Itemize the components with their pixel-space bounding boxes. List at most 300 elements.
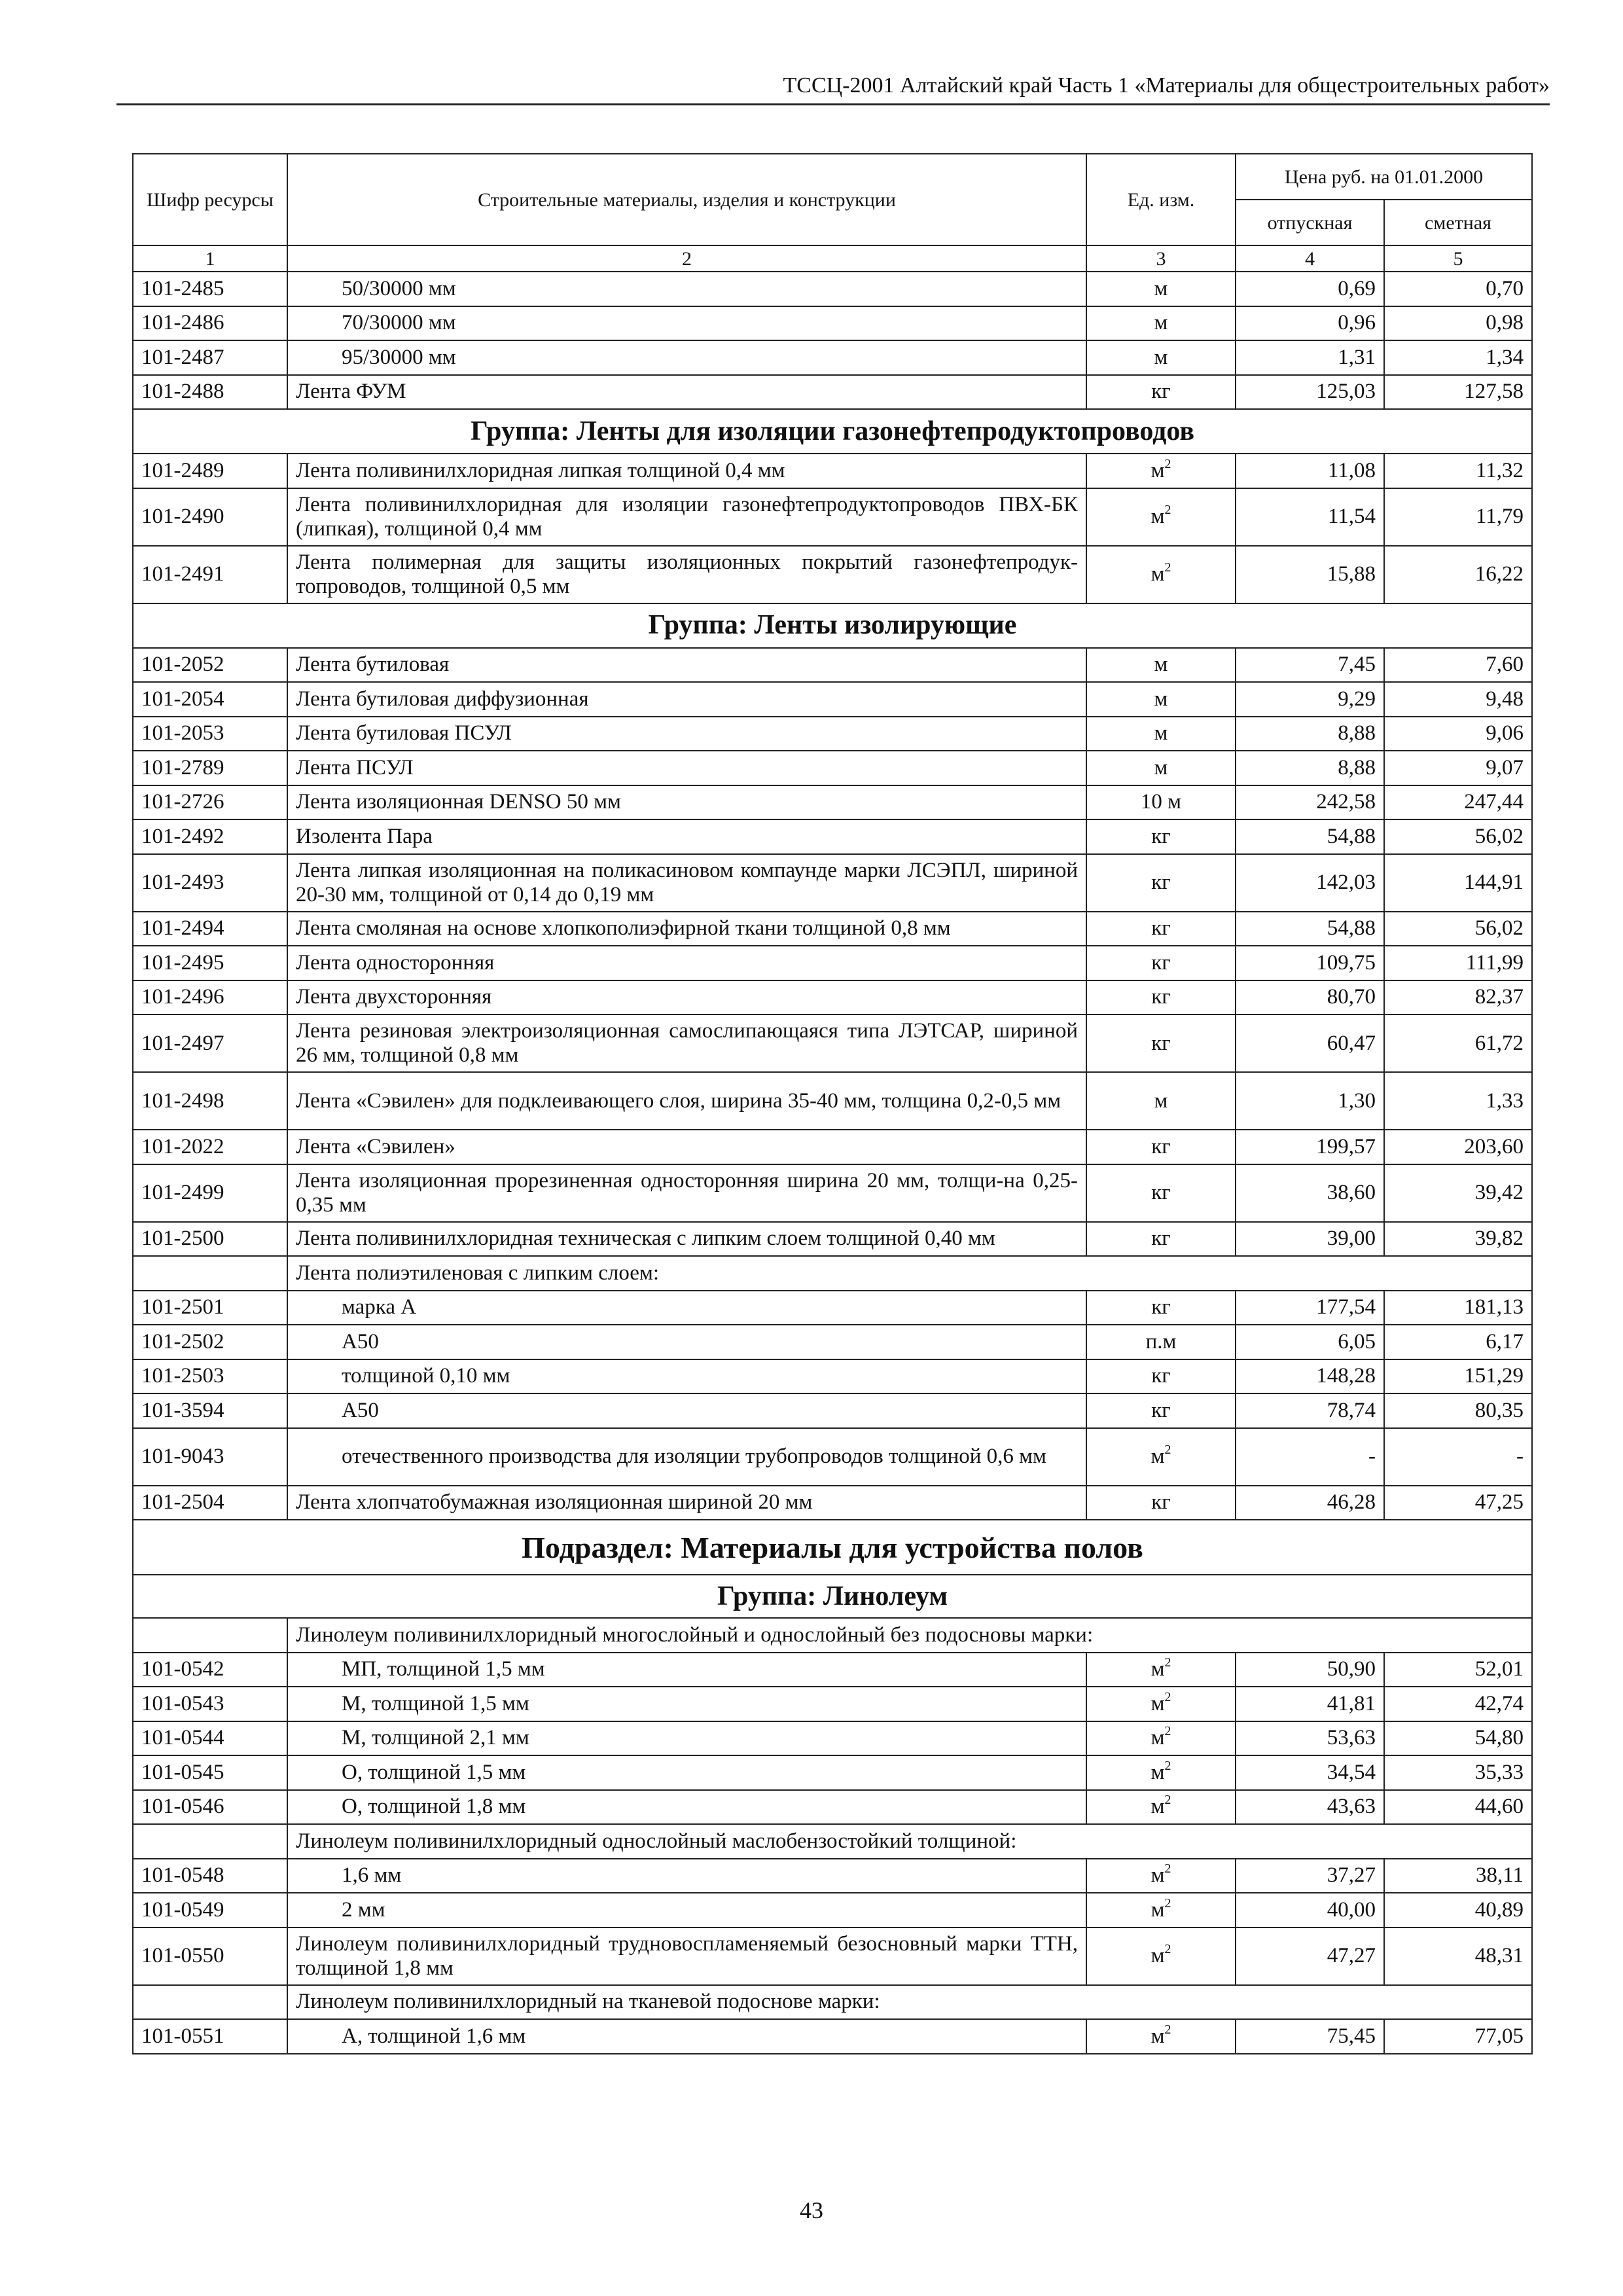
release-price: 0,96	[1236, 306, 1384, 341]
table-row	[133, 1072, 1532, 1130]
material-name: Лента «Сэвилен»	[287, 1130, 1086, 1164]
unit-cell	[1086, 912, 1236, 946]
table-row	[133, 1486, 1532, 1520]
unit: м	[1150, 1691, 1165, 1715]
estimate-price: 144,91	[1384, 854, 1532, 912]
table-row	[133, 1893, 1532, 1928]
unit-cell	[1086, 306, 1236, 341]
table-row	[133, 1014, 1532, 1072]
unit-cell	[1086, 1359, 1236, 1394]
code-cell-empty	[133, 1256, 287, 1291]
material-name: Лента бутиловая диффузионная	[287, 682, 1086, 717]
caption-text: Линолеум поливинилхлоридный однослойный маслобензостойкий толщиной:	[287, 1824, 1532, 1859]
subsection-heading: Подраздел: Материалы для устройства полов	[133, 1520, 1532, 1575]
unit: м	[1154, 1088, 1168, 1113]
estimate-price: 16,22	[1384, 546, 1532, 603]
estimate-price: 6,17	[1384, 1325, 1532, 1359]
material-name: М, толщиной 1,5 мм	[287, 1687, 1086, 1721]
header-rule	[116, 103, 1550, 105]
material-name: Лента смоляная на основе хлопкополиэфирной ткани толщиной 0,8 мм	[287, 912, 1086, 946]
table-header	[133, 154, 1532, 272]
unit-cell	[1086, 682, 1236, 717]
release-price: -	[1236, 1428, 1384, 1486]
material-name: толщиной 0,10 мм	[287, 1359, 1086, 1394]
unit-cell	[1086, 1291, 1236, 1325]
caption-text: Линолеум поливинилхлоридный на тканевой подоснове марки:	[287, 1985, 1532, 2020]
estimate-price: 42,74	[1384, 1687, 1532, 1721]
unit: кг	[1151, 1364, 1171, 1388]
unit-cell	[1086, 1928, 1236, 1985]
release-price: 40,00	[1236, 1893, 1384, 1928]
release-price: 39,00	[1236, 1222, 1384, 1257]
material-name: Линолеум поливинилхлоридный трудновоспламеняемый безосновный марки ТТН, толщиной 1,8 мм	[287, 1928, 1086, 1985]
unit-exponent: 2	[1164, 1689, 1171, 1704]
unit-cell	[1086, 1486, 1236, 1520]
estimate-price: 44,60	[1384, 1790, 1532, 1825]
resource-code: 101-2491	[133, 546, 287, 603]
release-price: 0,69	[1236, 272, 1384, 306]
resource-code: 101-2022	[133, 1130, 287, 1164]
estimate-price: 151,29	[1384, 1359, 1532, 1394]
resource-code: 101-2487	[133, 340, 287, 375]
column-number: 1	[133, 245, 287, 272]
table-row	[133, 946, 1532, 980]
resource-code: 101-3594	[133, 1393, 287, 1428]
table-row	[133, 546, 1532, 603]
column-number: 4	[1236, 245, 1384, 272]
material-name: МП, толщиной 1,5 мм	[287, 1653, 1086, 1687]
unit: п.м	[1145, 1329, 1177, 1354]
release-price: 41,81	[1236, 1687, 1384, 1721]
resource-code: 101-2485	[133, 272, 287, 306]
unit-cell	[1086, 454, 1236, 488]
release-price: 7,45	[1236, 648, 1384, 683]
unit-cell	[1086, 1893, 1236, 1928]
unit-cell	[1086, 785, 1236, 820]
table-row	[133, 717, 1532, 751]
unit: м	[1150, 1760, 1165, 1784]
unit-cell	[1086, 546, 1236, 603]
release-price: 11,54	[1236, 488, 1384, 546]
unit-exponent: 2	[1164, 456, 1171, 471]
estimate-price: 203,60	[1384, 1130, 1532, 1164]
resource-code: 101-0550	[133, 1928, 287, 1985]
table-row	[133, 306, 1532, 341]
estimate-price: 9,07	[1384, 751, 1532, 785]
unit-cell	[1086, 1859, 1236, 1893]
material-name: 50/30000 мм	[287, 272, 1086, 306]
material-name: Лента изоляционная DENSO 50 мм	[287, 785, 1086, 820]
group-heading: Группа: Ленты изолирующие	[133, 603, 1532, 648]
estimate-price: 111,99	[1384, 946, 1532, 980]
unit: кг	[1151, 985, 1171, 1009]
table-row	[133, 1222, 1532, 1257]
estimate-price: 38,11	[1384, 1859, 1532, 1893]
table-row	[133, 854, 1532, 912]
release-price: 9,29	[1236, 682, 1384, 717]
release-price: 199,57	[1236, 1130, 1384, 1164]
code-column-header: Шифр ресурсы	[133, 154, 287, 245]
resource-code: 101-2493	[133, 854, 287, 912]
unit: кг	[1151, 950, 1171, 975]
release-price: 15,88	[1236, 546, 1384, 603]
estimate-price: 47,25	[1384, 1486, 1532, 1520]
resource-code: 101-2499	[133, 1164, 287, 1222]
material-name: Лента поливинилхлоридная липкая толщиной 0,4 мм	[287, 454, 1086, 488]
unit: кг	[1151, 1134, 1171, 1158]
caption-row	[133, 1824, 1532, 1859]
unit: м	[1154, 345, 1168, 369]
estimate-price: 39,42	[1384, 1164, 1532, 1222]
resource-code: 101-2502	[133, 1325, 287, 1359]
table-row	[133, 1428, 1532, 1486]
page-header: ТССЦ-2001 Алтайский край Часть 1 «Материалы для общестроительных работ»	[783, 73, 1550, 98]
resource-code: 101-0551	[133, 2019, 287, 2054]
unit-cell	[1086, 1653, 1236, 1687]
unit: м	[1154, 653, 1168, 677]
unit-cell	[1086, 1393, 1236, 1428]
table-row	[133, 1130, 1532, 1164]
column-number: 2	[287, 245, 1086, 272]
price-table	[132, 153, 1533, 2054]
unit-cell	[1086, 1790, 1236, 1825]
release-price: 43,63	[1236, 1790, 1384, 1825]
table-row	[133, 2019, 1532, 2054]
resource-code: 101-2494	[133, 912, 287, 946]
resource-code: 101-2789	[133, 751, 287, 785]
unit: м	[1150, 458, 1165, 482]
resource-code: 101-2497	[133, 1014, 287, 1072]
release-price: 38,60	[1236, 1164, 1384, 1222]
resource-code: 101-2486	[133, 306, 287, 341]
table-row	[133, 1359, 1532, 1394]
material-name: А50	[287, 1393, 1086, 1428]
column-number: 3	[1086, 245, 1236, 272]
unit: м	[1150, 1897, 1165, 1922]
release-price: 54,88	[1236, 819, 1384, 854]
resource-code: 101-2492	[133, 819, 287, 854]
estimate-price: 0,70	[1384, 272, 1532, 306]
release-price: 142,03	[1236, 854, 1384, 912]
caption-row	[133, 1985, 1532, 2020]
unit-cell	[1086, 1428, 1236, 1486]
resource-code: 101-0542	[133, 1653, 287, 1687]
unit: м	[1150, 1795, 1165, 1819]
unit-cell	[1086, 2019, 1236, 2054]
release-price: 50,90	[1236, 1653, 1384, 1687]
material-name: Лента поливинилхлоридная для изоляции газонефтепродуктопроводов ПВХ-БК (липкая), толщиной 0,4 мм	[287, 488, 1086, 546]
unit-cell	[1086, 1130, 1236, 1164]
release-price: 53,63	[1236, 1721, 1384, 1756]
resource-code: 101-2503	[133, 1359, 287, 1394]
caption-text: Линолеум поливинилхлоридный многослойный и однослойный без подосновы марки:	[287, 1618, 1532, 1653]
unit-cell	[1086, 340, 1236, 375]
unit: кг	[1151, 1490, 1171, 1515]
unit-cell	[1086, 1687, 1236, 1721]
table-row	[133, 340, 1532, 375]
unit-cell	[1086, 751, 1236, 785]
resource-code: 101-2501	[133, 1291, 287, 1325]
unit-exponent: 2	[1164, 2022, 1171, 2037]
table-row	[133, 488, 1532, 546]
group-heading-row	[133, 409, 1532, 454]
resource-code: 101-2488	[133, 375, 287, 410]
table-row	[133, 819, 1532, 854]
table-row	[133, 1687, 1532, 1721]
unit-cell	[1086, 1072, 1236, 1130]
unit: кг	[1151, 1295, 1171, 1319]
unit-exponent: 2	[1164, 1443, 1171, 1458]
group-heading: Группа: Ленты для изоляции газонефтепродуктопроводов	[133, 409, 1532, 454]
unit-exponent: 2	[1164, 1861, 1171, 1876]
table-row	[133, 1653, 1532, 1687]
group-heading: Группа: Линолеум	[133, 1575, 1532, 1618]
unit-exponent: 2	[1164, 1758, 1171, 1773]
release-price: 242,58	[1236, 785, 1384, 820]
name-column-header: Строительные материалы, изделия и конструкции	[287, 154, 1086, 245]
estimate-price: 48,31	[1384, 1928, 1532, 1985]
unit-exponent: 2	[1164, 1655, 1171, 1670]
resource-code: 101-0543	[133, 1687, 287, 1721]
estimate-price: 1,33	[1384, 1072, 1532, 1130]
column-number: 5	[1384, 245, 1532, 272]
release-price: 78,74	[1236, 1393, 1384, 1428]
unit-cell	[1086, 1014, 1236, 1072]
release-price: 34,54	[1236, 1755, 1384, 1790]
unit: м	[1150, 2024, 1165, 2048]
unit: м	[1150, 1726, 1165, 1750]
material-name: Лента липкая изоляционная на поликасиновом компаунде марки ЛСЭПЛ, шириной 20-30 мм, толщиной от 0,14 до 0,19 мм	[287, 854, 1086, 912]
unit: кг	[1151, 380, 1171, 404]
material-name: 1,6 мм	[287, 1859, 1086, 1893]
release-price: 1,30	[1236, 1072, 1384, 1130]
table-row	[133, 751, 1532, 785]
unit: кг	[1151, 1398, 1171, 1422]
estimate-price: 35,33	[1384, 1755, 1532, 1790]
material-name: Лента поливинилхлоридная техническая с липким слоем толщиной 0,40 мм	[287, 1222, 1086, 1257]
unit-exponent: 2	[1164, 503, 1171, 518]
unit-cell	[1086, 854, 1236, 912]
release-price: 11,08	[1236, 454, 1384, 488]
estimate-price: 127,58	[1384, 375, 1532, 410]
material-name: 70/30000 мм	[287, 306, 1086, 341]
estimate-price: 61,72	[1384, 1014, 1532, 1072]
table-row	[133, 648, 1532, 683]
material-name: Лента двухсторонняя	[287, 980, 1086, 1015]
material-name: Лента односторонняя	[287, 946, 1086, 980]
unit-cell	[1086, 1222, 1236, 1257]
unit: 10 м	[1140, 790, 1182, 814]
unit-exponent: 2	[1164, 1724, 1171, 1739]
estimate-price: 7,60	[1384, 648, 1532, 683]
resource-code: 101-0546	[133, 1790, 287, 1825]
material-name: О, толщиной 1,5 мм	[287, 1755, 1086, 1790]
caption-row	[133, 1256, 1532, 1291]
estimate-price: 80,35	[1384, 1393, 1532, 1428]
material-name: О, толщиной 1,8 мм	[287, 1790, 1086, 1825]
unit: кг	[1151, 824, 1171, 848]
unit-cell	[1086, 1721, 1236, 1756]
unit-cell	[1086, 488, 1236, 546]
unit: кг	[1151, 870, 1171, 894]
estimate-price: 77,05	[1384, 2019, 1532, 2054]
table-row	[133, 1393, 1532, 1428]
unit: кг	[1151, 1031, 1171, 1055]
unit-exponent: 2	[1164, 1895, 1171, 1910]
unit: м	[1154, 721, 1168, 745]
unit-exponent: 2	[1164, 1793, 1171, 1808]
unit: кг	[1151, 916, 1171, 941]
code-cell-empty	[133, 1618, 287, 1653]
table-row	[133, 1928, 1532, 1985]
release-price: 8,88	[1236, 751, 1384, 785]
table-row	[133, 682, 1532, 717]
release-price: 6,05	[1236, 1325, 1384, 1359]
release-price: 125,03	[1236, 375, 1384, 410]
material-name: Лента полимерная для защиты изоляционных покрытий газонефтепродук-топроводов, толщиной 0,5 мм	[287, 546, 1086, 603]
unit-cell	[1086, 272, 1236, 306]
resource-code: 101-0548	[133, 1859, 287, 1893]
material-name: Лента резиновая электроизоляционная самослипающаяся типа ЛЭТСАР, шириной 26 мм, толщиной 0,8 мм	[287, 1014, 1086, 1072]
group-heading-row	[133, 603, 1532, 648]
resource-code: 101-2498	[133, 1072, 287, 1130]
unit-cell	[1086, 717, 1236, 751]
resource-code: 101-0549	[133, 1893, 287, 1928]
resource-code: 101-2726	[133, 785, 287, 820]
material-name: Лента изоляционная прорезиненная односторонняя ширина 20 мм, толщи-на 0,25-0,35 мм	[287, 1164, 1086, 1222]
release-price: 177,54	[1236, 1291, 1384, 1325]
release-price: 8,88	[1236, 717, 1384, 751]
unit-cell	[1086, 946, 1236, 980]
table-row	[133, 375, 1532, 410]
material-name: Лента «Сэвилен» для подклеивающего слоя, ширина 35-40 мм, толщина 0,2-0,5 мм	[287, 1072, 1086, 1130]
table-row	[133, 454, 1532, 488]
material-name: Лента ФУМ	[287, 375, 1086, 410]
table-row	[133, 1291, 1532, 1325]
release-price: 148,28	[1236, 1359, 1384, 1394]
unit: м	[1150, 1863, 1165, 1888]
estimate-price: -	[1384, 1428, 1532, 1486]
column-number-row	[133, 245, 1532, 272]
estimate-price: 11,79	[1384, 488, 1532, 546]
estimate-price: 181,13	[1384, 1291, 1532, 1325]
group-heading-row	[133, 1575, 1532, 1618]
table-row	[133, 1325, 1532, 1359]
estimate-price: 9,48	[1384, 682, 1532, 717]
estimate-price: 40,89	[1384, 1893, 1532, 1928]
material-name: А50	[287, 1325, 1086, 1359]
resource-code: 101-9043	[133, 1428, 287, 1486]
estimate-price-header: сметная	[1384, 200, 1532, 245]
estimate-price: 39,82	[1384, 1222, 1532, 1257]
estimate-price: 247,44	[1384, 785, 1532, 820]
unit: м	[1150, 1944, 1165, 1967]
unit-cell	[1086, 1325, 1236, 1359]
material-name: отечественного производства для изоляции трубопроводов толщиной 0,6 мм	[287, 1428, 1086, 1486]
resource-code: 101-2490	[133, 488, 287, 546]
unit: м	[1154, 687, 1168, 711]
resource-code: 101-2489	[133, 454, 287, 488]
unit: м	[1154, 276, 1168, 300]
table-row	[133, 272, 1532, 306]
resource-code: 101-0544	[133, 1721, 287, 1756]
caption-row	[133, 1618, 1532, 1653]
table-row	[133, 1755, 1532, 1790]
table-row	[133, 1164, 1532, 1222]
release-price: 80,70	[1236, 980, 1384, 1015]
unit: м	[1150, 562, 1165, 586]
resource-code: 101-2052	[133, 648, 287, 683]
material-name: 2 мм	[287, 1893, 1086, 1928]
unit: кг	[1151, 1181, 1171, 1204]
material-name: Лента бутиловая	[287, 648, 1086, 683]
resource-code: 101-2054	[133, 682, 287, 717]
unit: м	[1150, 505, 1165, 528]
table-row	[133, 1790, 1532, 1825]
unit-exponent: 2	[1164, 560, 1171, 575]
release-price: 1,31	[1236, 340, 1384, 375]
estimate-price: 9,06	[1384, 717, 1532, 751]
estimate-price: 54,80	[1384, 1721, 1532, 1756]
resource-code: 101-0545	[133, 1755, 287, 1790]
resource-code: 101-2053	[133, 717, 287, 751]
estimate-price: 11,32	[1384, 454, 1532, 488]
unit-column-header: Ед. изм.	[1086, 154, 1236, 245]
table-row	[133, 1859, 1532, 1893]
estimate-price: 52,01	[1384, 1653, 1532, 1687]
table-row	[133, 980, 1532, 1015]
release-price: 37,27	[1236, 1859, 1384, 1893]
table-row	[133, 912, 1532, 946]
unit: м	[1150, 1444, 1165, 1468]
unit-cell	[1086, 980, 1236, 1015]
material-name: Изолента Пара	[287, 819, 1086, 854]
caption-text: Лента полиэтиленовая с липким слоем:	[287, 1256, 1532, 1291]
material-name: марка А	[287, 1291, 1086, 1325]
page-number: 43	[800, 2197, 823, 2223]
release-price-header: отпускная	[1236, 200, 1384, 245]
release-price: 47,27	[1236, 1928, 1384, 1985]
estimate-price: 0,98	[1384, 306, 1532, 341]
unit: м	[1154, 755, 1168, 780]
material-name: М, толщиной 2,1 мм	[287, 1721, 1086, 1756]
material-name: Лента бутиловая ПСУЛ	[287, 717, 1086, 751]
release-price: 54,88	[1236, 912, 1384, 946]
unit-exponent: 2	[1164, 1942, 1171, 1957]
release-price: 75,45	[1236, 2019, 1384, 2054]
resource-code: 101-2504	[133, 1486, 287, 1520]
release-price: 46,28	[1236, 1486, 1384, 1520]
table-row	[133, 785, 1532, 820]
unit: кг	[1151, 1227, 1171, 1251]
unit-cell	[1086, 648, 1236, 683]
price-column-header: Цена руб. на 01.01.2000	[1236, 154, 1532, 200]
unit-cell	[1086, 1755, 1236, 1790]
estimate-price: 56,02	[1384, 912, 1532, 946]
resource-code: 101-2495	[133, 946, 287, 980]
table-row	[133, 1721, 1532, 1756]
unit-cell	[1086, 819, 1236, 854]
unit-cell	[1086, 1164, 1236, 1222]
unit: м	[1154, 311, 1168, 335]
material-name: Лента хлопчатобумажная изоляционная шириной 20 мм	[287, 1486, 1086, 1520]
resource-code: 101-2500	[133, 1222, 287, 1257]
estimate-price: 1,34	[1384, 340, 1532, 375]
unit-cell	[1086, 375, 1236, 410]
subsection-heading-row	[133, 1520, 1532, 1575]
release-price: 60,47	[1236, 1014, 1384, 1072]
release-price: 109,75	[1236, 946, 1384, 980]
